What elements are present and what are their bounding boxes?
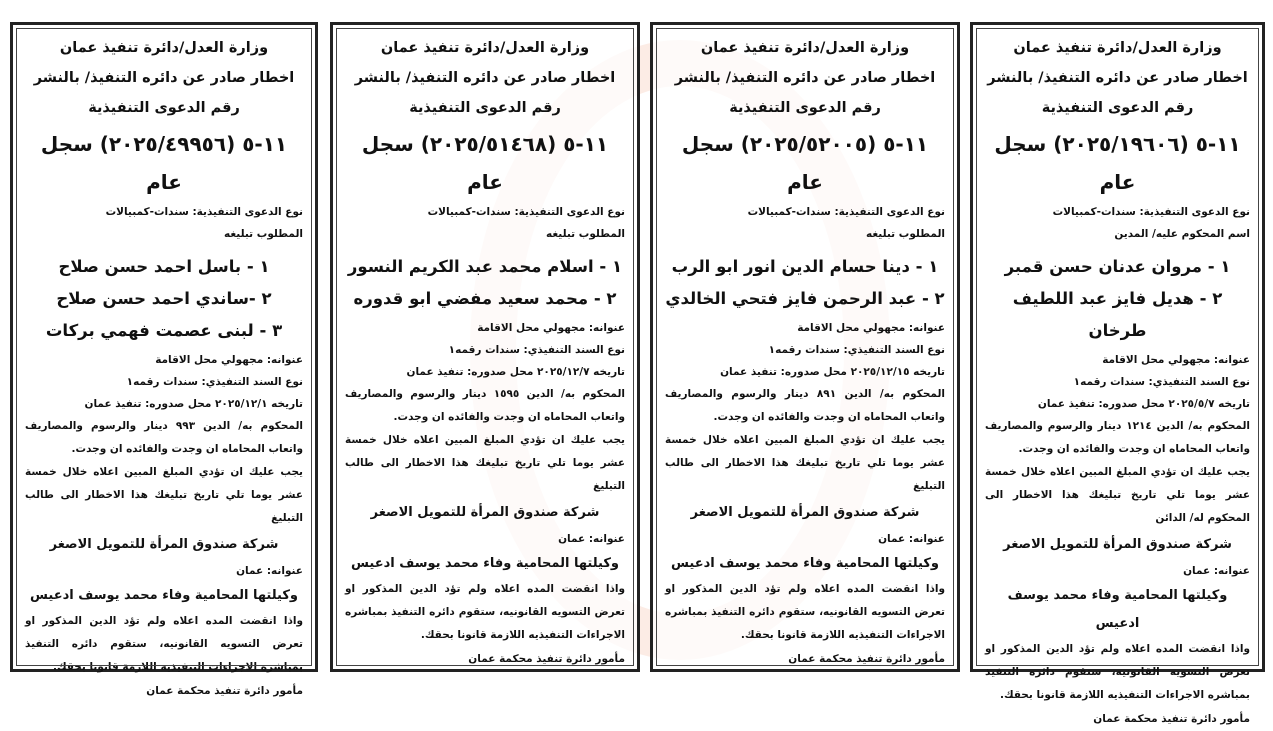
case-number: ١١-٥ (٢٠٢٥/٥١٤٦٨) سجل عام xyxy=(361,132,609,194)
date-line: تاريخه ٢٠٢٥/١٢/١ محل صدوره: تنفيذ عمان xyxy=(84,398,303,410)
notice-4 xyxy=(970,22,1265,725)
date-line: تاريخه ٢٠٢٥/٥/٧ محل صدوره: تنفيذ عمان xyxy=(1037,398,1250,410)
warning-text: واذا انقضت المده اعلاه ولم تؤد الدين المذكور او تعرض التسويه القانونيه، ستقوم دائره التنفيذ بمباشره الاجراءات التنفيذيه اللازمة قانونا بحقك. xyxy=(345,583,625,641)
case-type: نوع الدعوى التنفيذية: سندات-كمبيالات xyxy=(1052,206,1250,218)
payment-text: يجب عليك ان تؤدي المبلغ المبين اعلاه خلال خمسة عشر يوما تلي تاريخ تبليغك هذا الاخطار الى طالب التبليغ xyxy=(665,434,945,492)
party-label: المطلوب تبليغه xyxy=(866,228,945,240)
debtor-name: ١ - اسلام محمد عبد الكريم النسور xyxy=(347,257,623,276)
case-label: رقم الدعوى التنفيذية xyxy=(1041,100,1194,116)
warning-text: واذا انقضت المده اعلاه ولم تؤد الدين المذكور او تعرض التسويه القانونيه، ستقوم دائره التنفيذ بمباشره الاجراءات التنفيذيه اللازمة قانونا بحقك. xyxy=(25,615,303,673)
company-address: عنوانه: عمان xyxy=(1183,565,1250,577)
notice-subtitle: اخطار صادر عن دائره التنفيذ/ بالنشر xyxy=(354,70,616,86)
date-line: تاريخه ٢٠٢٥/١٢/٧ محل صدوره: تنفيذ عمان xyxy=(406,366,625,378)
deed-type: نوع السند التنفيذي: سندات رقمه١ xyxy=(126,376,303,388)
address: عنوانه: مجهولي محل الاقامة xyxy=(155,354,303,366)
case-label: رقم الدعوى التنفيذية xyxy=(409,100,561,116)
ministry-heading: وزارة العدل/دائرة تنفيذ عمان xyxy=(380,40,590,56)
debtor-name: ٢ - هديل فايز عبد اللطيف طرخان xyxy=(1012,289,1223,340)
debtor-name: ٢ - عبد الرحمن فايز فتحي الخالدي xyxy=(665,289,945,308)
debtor-name: ١ - باسل احمد حسن صلاح xyxy=(58,257,270,276)
judgment-text: المحكوم به/ الدين ١٥٩٥ دينار والرسوم والمصاريف واتعاب المحاماه ان وجدت والفائده ان وجدت. xyxy=(345,388,625,423)
creditor-company: شركة صندوق المرأة للتمويل الاصغر xyxy=(690,505,920,520)
debtor-name: ٢ -ساندي احمد حسن صلاح xyxy=(56,289,272,308)
deed-type: نوع السند التنفيذي: سندات رقمه١ xyxy=(768,344,945,356)
company-address: عنوانه: عمان xyxy=(878,533,945,545)
warning-text: واذا انقضت المده اعلاه ولم تؤد الدين المذكور او تعرض التسويه القانونيه، ستقوم دائره التنفيذ بمباشره الاجراءات التنفيذيه اللازمة قانونا بحقك. xyxy=(665,583,945,641)
case-type: نوع الدعوى التنفيذية: سندات-كمبيالات xyxy=(747,206,945,218)
debtor-names xyxy=(665,251,945,315)
lawyer-name: وكيلتها المحامية وفاء محمد يوسف ادعيس xyxy=(671,556,939,571)
address: عنوانه: مجهولي محل الاقامة xyxy=(477,322,625,334)
ministry-heading: وزارة العدل/دائرة تنفيذ عمان xyxy=(700,40,910,56)
footer-signature: مأمور دائرة تنفيذ محكمة عمان xyxy=(1093,713,1250,725)
party-label: المطلوب تبليغه xyxy=(546,228,625,240)
notice-1 xyxy=(10,22,318,697)
notice-2 xyxy=(330,22,640,672)
notice-3 xyxy=(650,22,960,672)
footer-signature: مأمور دائرة تنفيذ محكمة عمان xyxy=(468,653,625,665)
lawyer-name: وكيلتها المحامية وفاء محمد يوسف ادعيس xyxy=(1007,588,1228,631)
debtor-names xyxy=(985,251,1250,347)
creditor-company: شركة صندوق المرأة للتمويل الاصغر xyxy=(49,537,279,552)
company-address: عنوانه: عمان xyxy=(236,565,303,577)
judgment-text: المحكوم به/ الدين ٨٩١ دينار والرسوم والمصاريف واتعاب المحاماه ان وجدت والفائده ان وجدت. xyxy=(665,388,945,423)
judgment-text: المحكوم به/ الدين ٩٩٣ دينار والرسوم والمصاريف واتعاب المحاماه ان وجدت والفائده ان وجدت. xyxy=(25,420,303,455)
judgment-text: المحكوم به/ الدين ١٢١٤ دينار والرسوم والمصاريف واتعاب المحاماه ان وجدت والفائده ان وجدت. xyxy=(985,420,1250,455)
case-number: ١١-٥ (٢٠٢٥/٤٩٩٥٦) سجل عام xyxy=(40,132,288,194)
debtor-name: ١ - دينا حسام الدين انور ابو الرب xyxy=(671,257,939,276)
address: عنوانه: مجهولي محل الاقامة xyxy=(797,322,945,334)
payment-text: يجب عليك ان تؤدي المبلغ المبين اعلاه خلال خمسة عشر يوما تلي تاريخ تبليغك هذا الاخطار الى المحكوم له/ الدائن xyxy=(985,466,1250,524)
deed-type: نوع السند التنفيذي: سندات رقمه١ xyxy=(1073,376,1250,388)
debtor-name: ٢ - محمد سعيد مفضي ابو قدوره xyxy=(353,289,617,308)
case-label: رقم الدعوى التنفيذية xyxy=(88,100,240,116)
debtor-names xyxy=(25,251,303,347)
case-type: نوع الدعوى التنفيذية: سندات-كمبيالات xyxy=(105,206,303,218)
address: عنوانه: مجهولي محل الاقامة xyxy=(1102,354,1250,366)
notice-subtitle: اخطار صادر عن دائره التنفيذ/ بالنشر xyxy=(674,70,936,86)
footer-signature: مأمور دائرة تنفيذ محكمة عمان xyxy=(146,685,303,697)
debtor-name: ١ - مروان عدنان حسن قمبر xyxy=(1004,257,1231,276)
warning-text: واذا انقضت المده اعلاه ولم تؤد الدين المذكور او تعرض التسويه القانونيه، ستقوم دائره التنفيذ بمباشره الاجراءات التنفيذيه اللازمة قانونا بحقك. xyxy=(985,643,1250,701)
case-type: نوع الدعوى التنفيذية: سندات-كمبيالات xyxy=(427,206,625,218)
payment-text: يجب عليك ان تؤدي المبلغ المبين اعلاه خلال خمسة عشر يوما تلي تاريخ تبليغك هذا الاخطار الى طالب التبليغ xyxy=(345,434,625,492)
notice-subtitle: اخطار صادر عن دائره التنفيذ/ بالنشر xyxy=(987,70,1248,86)
payment-text: يجب عليك ان تؤدي المبلغ المبين اعلاه خلال خمسة عشر يوما تلي تاريخ تبليغك هذا الاخطار الى طالب التبليغ xyxy=(25,466,303,524)
notice-subtitle: اخطار صادر عن دائره التنفيذ/ بالنشر xyxy=(33,70,295,86)
debtor-names xyxy=(345,251,625,315)
lawyer-name: وكيلتها المحامية وفاء محمد يوسف ادعيس xyxy=(351,556,619,571)
party-label: المطلوب تبليغه xyxy=(224,228,303,240)
case-number: ١١-٥ (٢٠٢٥/١٩٦٠٦) سجل عام xyxy=(994,132,1241,194)
lawyer-name: وكيلتها المحامية وفاء محمد يوسف ادعيس xyxy=(30,588,298,603)
party-label: اسم المحكوم عليه/ المدين xyxy=(1114,228,1250,240)
creditor-company: شركة صندوق المرأة للتمويل الاصغر xyxy=(1003,537,1232,552)
case-number: ١١-٥ (٢٠٢٥/٥٢٠٠٥) سجل عام xyxy=(681,132,929,194)
debtor-name: ٣ - لبنى عصمت فهمي بركات xyxy=(45,321,283,340)
company-address: عنوانه: عمان xyxy=(558,533,625,545)
ministry-heading: وزارة العدل/دائرة تنفيذ عمان xyxy=(1013,40,1222,56)
case-label: رقم الدعوى التنفيذية xyxy=(729,100,881,116)
deed-type: نوع السند التنفيذي: سندات رقمه١ xyxy=(448,344,625,356)
creditor-company: شركة صندوق المرأة للتمويل الاصغر xyxy=(370,505,600,520)
date-line: تاريخه ٢٠٢٥/١٢/١٥ محل صدوره: تنفيذ عمان xyxy=(720,366,945,378)
footer-signature: مأمور دائرة تنفيذ محكمة عمان xyxy=(788,653,945,665)
ministry-heading: وزارة العدل/دائرة تنفيذ عمان xyxy=(59,40,269,56)
